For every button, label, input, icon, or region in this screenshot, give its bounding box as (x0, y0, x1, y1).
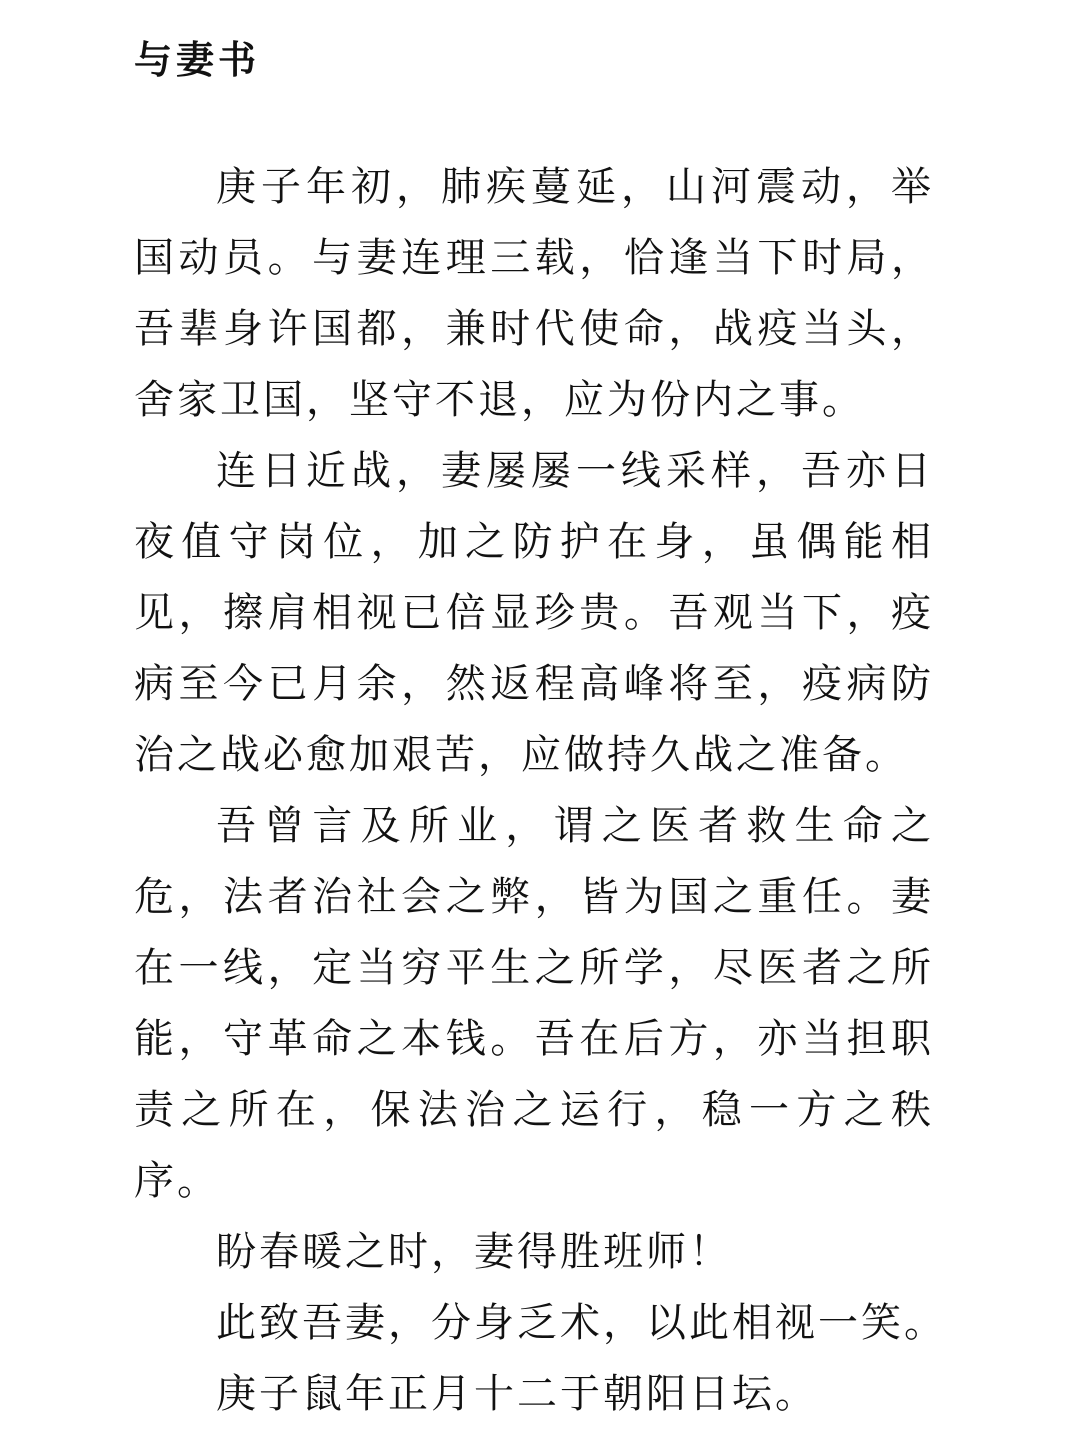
closing-line-2: 此致吾妻，分身乏术，以此相视一笑。 (216, 1300, 947, 1346)
letter-title: 与妻书 (134, 37, 261, 82)
closing-line-3: 庚子鼠年正月十二于朝阳日坛。 (216, 1371, 818, 1417)
closing-line-1: 盼春暖之时，妻得胜班师！ (216, 1229, 732, 1275)
paragraph-3: 吾曾言及所业，谓之医者救生命之危，法者治社会之弊，皆为国之重任。妻在一线，定当穷平生之所学，尽医者之所能，守革命之本钱。吾在后方，亦当担职责之所在，保法治之运行，稳一方之秩序。 (134, 803, 934, 1204)
letter-body (134, 152, 947, 1430)
paragraph-1: 庚子年初，肺疾蔓延，山河震动，举国动员。与妻连理三载，恰逢当下时局，吾辈身许国都，兼时代使命，战疫当头，舍家卫国，坚守不退，应为份内之事。 (134, 164, 934, 423)
paragraph-2: 连日近战，妻屡屡一线采样，吾亦日夜值守岗位，加之防护在身，虽偶能相见，擦肩相视已倍显珍贵。吾观当下，疫病至今已月余，然返程高峰将至，疫病防治之战必愈加艰苦，应做持久战之准备。 (134, 448, 934, 778)
